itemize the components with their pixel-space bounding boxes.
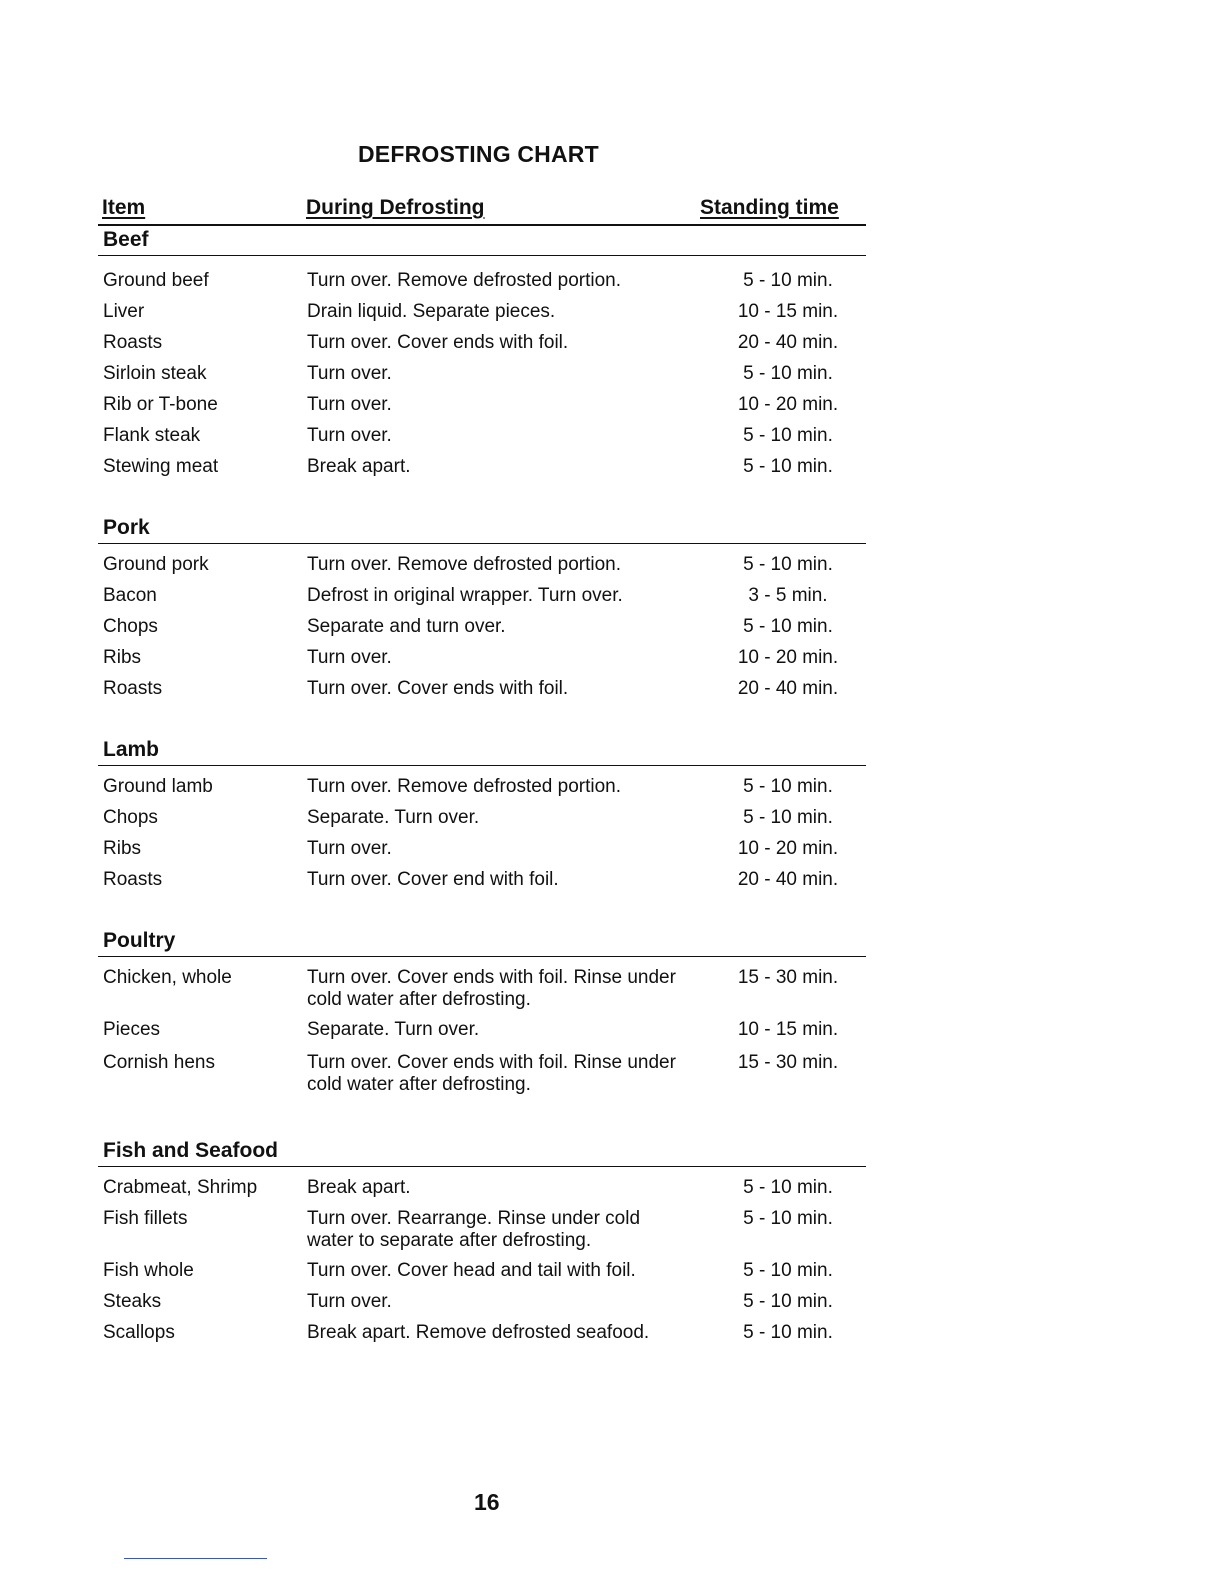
item-cell: Fish whole — [103, 1260, 194, 1281]
during-defrosting-cell: Turn over. Remove defrosted portion. — [307, 270, 622, 291]
section-title: Pork — [98, 516, 866, 544]
item-cell: Rib or T-bone — [103, 394, 218, 415]
during-defrosting-cell: Separate. Turn over. — [307, 807, 480, 828]
standing-time-cell: 20 - 40 min. — [737, 678, 839, 699]
item-cell: Chops — [103, 807, 158, 828]
standing-time-cell: 5 - 10 min. — [743, 270, 833, 291]
during-defrosting-cell: Turn over. — [307, 838, 392, 859]
during-defrosting-cell: Turn over. Cover ends with foil. — [307, 332, 569, 353]
standing-time-cell: 5 - 10 min. — [743, 807, 833, 828]
standing-time-cell: 10 - 15 min. — [737, 1019, 839, 1040]
standing-time-cell: 5 - 10 min. — [743, 1322, 833, 1343]
item-cell: Roasts — [103, 332, 163, 353]
item-cell: Bacon — [103, 585, 157, 606]
table-header — [98, 196, 866, 226]
during-defrosting-cell: Turn over. Rearrange. Rinse under cold water to separate after defrosting. — [307, 1208, 641, 1251]
item-cell: Ribs — [103, 647, 142, 668]
standing-time-cell: 10 - 20 min. — [737, 394, 839, 415]
column-header-item: Item — [102, 196, 146, 219]
item-cell: Roasts — [103, 869, 163, 890]
standing-time-cell: 15 - 30 min. — [737, 967, 839, 988]
page-title: DEFROSTING CHART — [358, 141, 599, 167]
standing-time-cell: 10 - 20 min. — [737, 838, 839, 859]
during-defrosting-cell: Turn over. — [307, 363, 392, 384]
during-defrosting-cell: Turn over. Remove defrosted portion. — [307, 554, 622, 575]
standing-time-cell: 5 - 10 min. — [743, 425, 833, 446]
standing-time-cell: 20 - 40 min. — [737, 332, 839, 353]
section-title: Poultry — [98, 929, 866, 957]
column-header-during-defrosting: During Defrosting — [306, 196, 485, 219]
standing-time-cell: 15 - 30 min. — [737, 1052, 839, 1073]
during-defrosting-cell: Separate. Turn over. — [307, 1019, 480, 1040]
during-defrosting-cell: Separate and turn over. — [307, 616, 506, 637]
during-defrosting-cell: Turn over. Cover ends with foil. Rinse under cold water after defrosting. — [307, 967, 676, 1010]
standing-time-cell: 5 - 10 min. — [743, 776, 833, 797]
item-cell: Chops — [103, 616, 158, 637]
during-defrosting-cell: Turn over. Cover end with foil. — [307, 869, 559, 890]
item-cell: Cornish hens — [103, 1052, 215, 1073]
during-defrosting-cell: Turn over. Cover head and tail with foil. — [307, 1260, 636, 1281]
during-defrosting-cell: Turn over. Cover ends with foil. — [307, 678, 569, 699]
standing-time-cell: 3 - 5 min. — [748, 585, 828, 606]
item-cell: Ground lamb — [103, 776, 213, 797]
during-defrosting-cell: Defrost in original wrapper. Turn over. — [307, 585, 623, 606]
during-defrosting-cell: Turn over. — [307, 647, 392, 668]
standing-time-cell: 5 - 10 min. — [743, 1177, 833, 1198]
during-defrosting-cell: Turn over. Cover ends with foil. Rinse under cold water after defrosting. — [307, 1052, 676, 1095]
item-cell: Stewing meat — [103, 456, 219, 477]
standing-time-cell: 5 - 10 min. — [743, 1260, 833, 1281]
standing-time-cell: 5 - 10 min. — [743, 554, 833, 575]
during-defrosting-cell: Break apart. — [307, 1177, 411, 1198]
page-number: 16 — [474, 1489, 500, 1515]
item-cell: Ribs — [103, 838, 142, 859]
item-cell: Flank steak — [103, 425, 201, 446]
section-pork — [98, 516, 866, 699]
during-defrosting-cell: Turn over. Remove defrosted portion. — [307, 776, 622, 797]
section-poultry — [98, 929, 866, 1095]
during-defrosting-cell: Drain liquid. Separate pieces. — [307, 301, 556, 322]
standing-time-cell: 5 - 10 min. — [743, 1208, 833, 1229]
column-header-standing-time: Standing time — [700, 196, 839, 219]
item-cell: Ground beef — [103, 270, 209, 291]
item-cell: Steaks — [103, 1291, 162, 1312]
stray-underline — [124, 1558, 267, 1559]
standing-time-cell: 5 - 10 min. — [743, 1291, 833, 1312]
section-title: Beef — [98, 228, 866, 256]
standing-time-cell: 5 - 10 min. — [743, 363, 833, 384]
standing-time-cell: 5 - 10 min. — [743, 616, 833, 637]
section-title: Lamb — [98, 738, 866, 766]
section-fish-and-seafood — [98, 1139, 866, 1343]
item-cell: Fish fillets — [103, 1208, 188, 1229]
item-cell: Roasts — [103, 678, 163, 699]
standing-time-cell: 5 - 10 min. — [743, 456, 833, 477]
item-cell: Ground pork — [103, 554, 209, 575]
item-cell: Chicken, whole — [103, 967, 232, 988]
item-cell: Crabmeat, Shrimp — [103, 1177, 258, 1198]
during-defrosting-cell: Break apart. Remove defrosted seafood. — [307, 1322, 650, 1343]
during-defrosting-cell: Break apart. — [307, 456, 411, 477]
section-beef — [98, 228, 866, 477]
item-cell: Pieces — [103, 1019, 161, 1040]
standing-time-cell: 10 - 15 min. — [737, 301, 839, 322]
during-defrosting-cell: Turn over. — [307, 425, 392, 446]
during-defrosting-cell: Turn over. — [307, 1291, 392, 1312]
section-title: Fish and Seafood — [98, 1139, 866, 1167]
item-cell: Liver — [103, 301, 145, 322]
standing-time-cell: 20 - 40 min. — [737, 869, 839, 890]
item-cell: Scallops — [103, 1322, 175, 1343]
during-defrosting-cell: Turn over. — [307, 394, 392, 415]
item-cell: Sirloin steak — [103, 363, 207, 384]
standing-time-cell: 10 - 20 min. — [737, 647, 839, 668]
section-lamb — [98, 738, 866, 890]
